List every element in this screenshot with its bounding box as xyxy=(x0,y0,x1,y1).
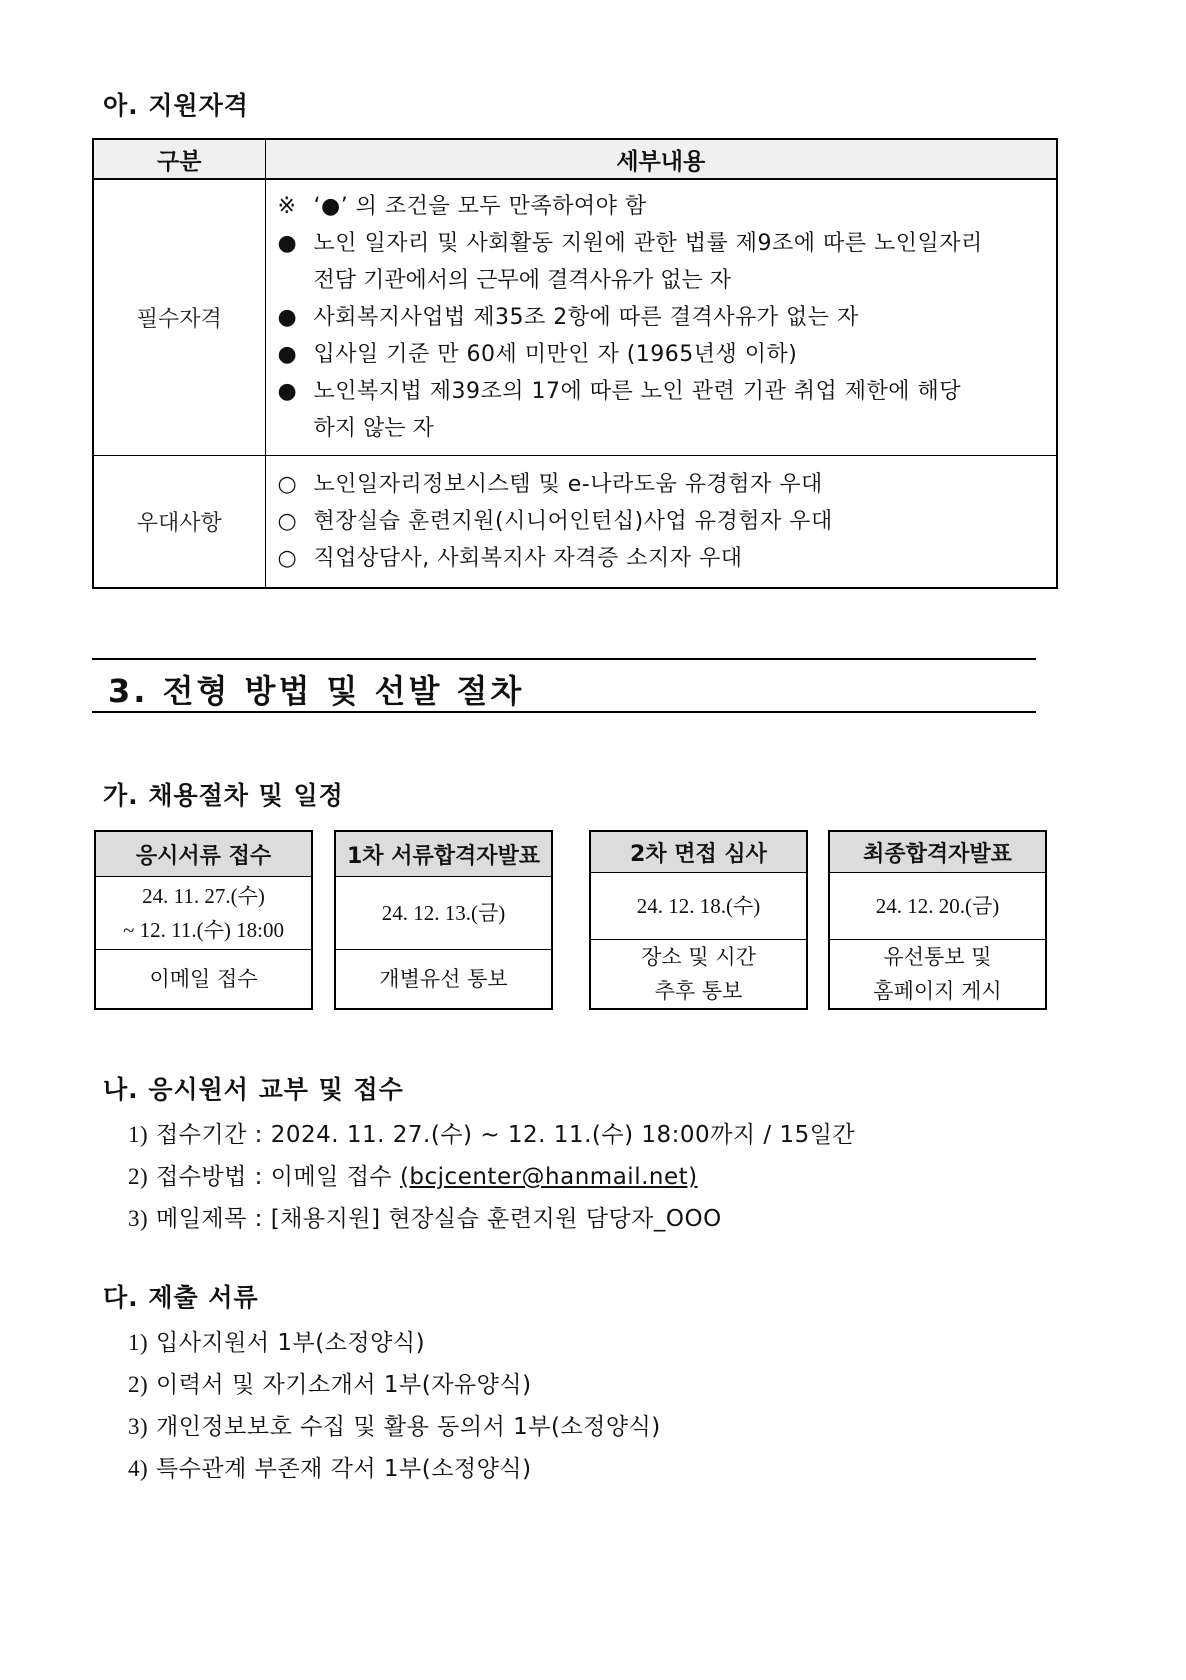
required-detail xyxy=(265,179,1057,456)
list-item: 1) 접수기간 : 2024. 11. 27.(수) ~ 12. 11.(수) 18:00까지 / 15일간 xyxy=(128,1122,856,1148)
process-heading: 가. 채용절차 및 일정 xyxy=(103,781,344,810)
reference-mark-icon: ※ xyxy=(277,194,296,219)
preferred-category: 우대사항 xyxy=(93,456,265,588)
step-note: 이메일 접수 xyxy=(149,967,258,991)
step-title: 1차 서류합격자발표 xyxy=(336,832,551,877)
list-item: ● 노인 일자리 및 사회활동 지원에 관한 법률 제9조에 따른 노인일자리 xyxy=(278,225,1049,262)
documents-heading: 다. 제출 서류 xyxy=(103,1283,259,1312)
list-item: 4) 특수관계 부존재 각서 1부(소정양식) xyxy=(128,1456,532,1482)
process-step-final-result xyxy=(828,830,1047,1010)
hollow-bullet-icon: ○ xyxy=(277,545,297,571)
table-row-required xyxy=(93,179,1057,456)
filled-bullet-icon: ● xyxy=(277,379,297,404)
list-item: 3) 메일제목 : [채용지원] 현장실습 훈련지원 담당자_OOO xyxy=(128,1206,722,1232)
hollow-bullet-icon: ○ xyxy=(277,508,297,534)
filled-bullet-icon: ● xyxy=(277,231,297,256)
table-row-preferred xyxy=(93,456,1057,588)
hollow-bullet-icon: ○ xyxy=(277,471,297,497)
step-date: 24. 12. 18.(수) xyxy=(591,873,806,940)
filled-bullet-icon: ● xyxy=(277,342,297,367)
list-item: 2) 접수방법 : 이메일 접수 (bcjcenter@hanmail.net) xyxy=(128,1164,698,1190)
email-link[interactable]: (bcjcenter@hanmail.net) xyxy=(399,1164,698,1190)
process-step-document-result xyxy=(334,830,553,1010)
list-item: ○ 직업상담사, 사회복지사 자격증 소지자 우대 xyxy=(278,540,1049,577)
step-note: 개별유선 통보 xyxy=(379,967,508,991)
section-rule-bottom xyxy=(92,711,1036,713)
application-heading: 나. 응시원서 교부 및 접수 xyxy=(103,1075,404,1104)
step-title: 응시서류 접수 xyxy=(96,832,311,877)
qualification-table xyxy=(92,138,1058,589)
step-date: 24. 12. 20.(금) xyxy=(830,873,1045,940)
list-item: ● 노인복지법 제39조의 17에 따른 노인 관련 기관 취업 제한에 해당 xyxy=(278,373,1049,410)
list-item: ○ 현장실습 훈련지원(시니어인턴십)사업 유경험자 우대 xyxy=(278,503,1049,540)
process-step-interview xyxy=(589,830,808,1010)
section-rule-top xyxy=(92,658,1036,660)
list-item: ● 입사일 기준 만 60세 미만인 자 (1965년생 이하) xyxy=(278,336,1049,373)
step-date: 24. 12. 13.(금) xyxy=(336,877,551,950)
table-header-row xyxy=(93,139,1057,179)
step-note: 장소 및 시간 추후 통보 xyxy=(641,945,756,1003)
step-note: 유선통보 및 홈페이지 게시 xyxy=(873,945,1002,1003)
required-intro: ※ ‘●’ 의 조건을 모두 만족하여야 함 xyxy=(278,188,1049,225)
step-title: 최종합격자발표 xyxy=(830,832,1045,873)
column-header-detail: 세부내용 xyxy=(265,139,1057,179)
list-item: ● 사회복지사업법 제35조 2항에 따른 결격사유가 없는 자 xyxy=(278,299,1049,336)
list-item-continuation: 하지 않는 자 xyxy=(313,416,434,441)
list-item: 1) 입사지원서 1부(소정양식) xyxy=(128,1330,426,1356)
column-header-category: 구분 xyxy=(93,139,265,179)
required-category: 필수자격 xyxy=(93,179,265,456)
filled-bullet-icon: ● xyxy=(277,305,297,330)
section-title: 3. 전형 방법 및 선발 절차 xyxy=(108,672,525,710)
qualification-heading: 아. 지원자격 xyxy=(103,91,249,120)
step-date: 24. 11. 27.(수) ~ 12. 11.(수) 18:00 xyxy=(96,877,311,950)
step-title: 2차 면접 심사 xyxy=(591,832,806,873)
list-item: 3) 개인정보보호 수집 및 활용 동의서 1부(소정양식) xyxy=(128,1414,661,1440)
list-item: 2) 이력서 및 자기소개서 1부(자유양식) xyxy=(128,1372,532,1398)
process-step-application xyxy=(94,830,313,1010)
list-item: ○ 노인일자리정보시스템 및 e-나라도움 유경험자 우대 xyxy=(278,466,1049,503)
list-item-continuation: 전담 기관에서의 근무에 결격사유가 없는 자 xyxy=(313,268,732,293)
preferred-detail xyxy=(265,456,1057,588)
